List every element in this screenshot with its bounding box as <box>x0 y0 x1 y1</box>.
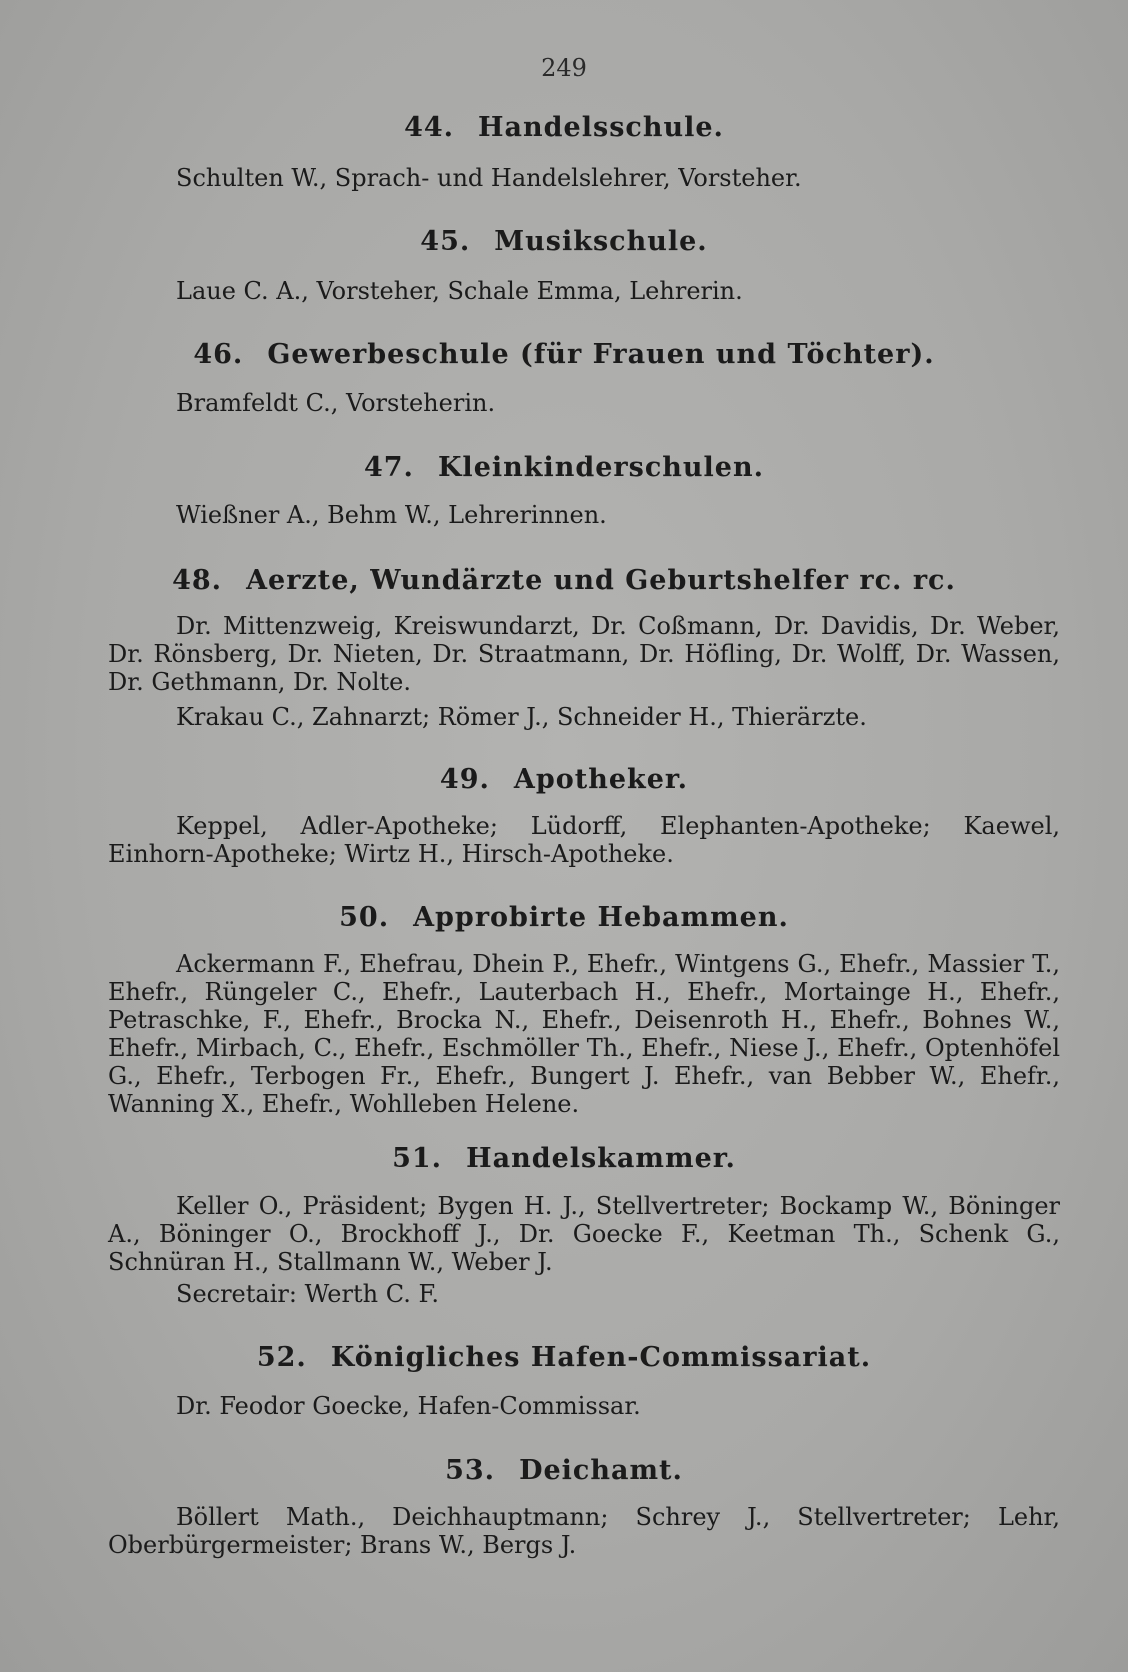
section-title: Königliches Hafen-Commissariat. <box>330 1342 872 1373</box>
section-paragraph: Schulten W., Sprach- und Handelslehrer, Vorsteher. <box>176 164 802 192</box>
section-title: Approbirte Hebammen. <box>413 902 789 933</box>
section-title: Deichamt. <box>519 1455 683 1486</box>
section-number: 44. <box>404 112 455 143</box>
section-paragraph: Dr. Mittenzweig, Kreiswundarzt, Dr. Coßmann, Dr. Davidis, Dr. Weber, Dr. Rönsberg, Dr. Nieten, Dr. Straatmann, Dr. Höfling, Dr. Wolff, Dr. Wassen, Dr. Gethmann, Dr. Nolte. <box>108 612 1060 696</box>
section-paragraph: Böllert Math., Deichhauptmann; Schrey J., Stellvertreter; Lehr, Oberbürgermeister; Brans W., Bergs J. <box>108 1503 1060 1559</box>
section-number: 50. <box>339 902 390 933</box>
section-heading-49 <box>0 764 1128 795</box>
section-number: 46. <box>193 339 244 370</box>
section-paragraph: Laue C. A., Vorsteher, Schale Emma, Lehrerin. <box>176 277 743 305</box>
section-title: Kleinkinderschulen. <box>437 452 765 483</box>
section-title: Aerzte, Wundärzte und Geburtshelfer rc. rc. <box>246 565 956 596</box>
section-number: 49. <box>439 764 490 795</box>
section-heading-50 <box>0 902 1128 933</box>
section-paragraph: Keller O., Präsident; Bygen H. J., Stellvertreter; Bockamp W., Böninger A., Böninger O., Brockhoff J., Dr. Goecke F., Keetman Th., Schenk G., Schnüran H., Stallmann W., Weber J. <box>108 1192 1060 1276</box>
section-paragraph: Dr. Feodor Goecke, Hafen-Commissar. <box>176 1392 641 1420</box>
section-title: Gewerbeschule (für Frauen und Töchter). <box>267 339 935 370</box>
section-number: 52. <box>256 1342 307 1373</box>
section-number: 45. <box>420 226 471 257</box>
section-heading-47 <box>0 452 1128 483</box>
section-heading-46 <box>0 339 1128 370</box>
section-heading-48 <box>0 565 1128 596</box>
section-title: Handelskammer. <box>466 1143 736 1174</box>
section-paragraph: Wießner A., Behm W., Lehrerinnen. <box>176 501 607 529</box>
section-heading-53 <box>0 1455 1128 1486</box>
section-paragraph: Bramfeldt C., Vorsteherin. <box>176 389 496 417</box>
section-paragraph: Secretair: Werth C. F. <box>176 1280 440 1308</box>
section-title: Musikschule. <box>494 226 708 257</box>
section-title: Apotheker. <box>513 764 689 795</box>
section-number: 51. <box>392 1143 443 1174</box>
page-number: 249 <box>541 54 587 82</box>
section-heading-44 <box>0 112 1128 143</box>
section-paragraph: Krakau C., Zahnarzt; Römer J., Schneider H., Thierärzte. <box>176 703 867 731</box>
section-number: 48. <box>172 565 223 596</box>
section-paragraph: Keppel, Adler-Apotheke; Lüdorff, Elephanten-Apotheke; Kaewel, Einhorn-Apotheke; Wirtz H., Hirsch-Apotheke. <box>108 812 1060 868</box>
section-number: 47. <box>363 452 414 483</box>
section-number: 53. <box>445 1455 496 1486</box>
section-paragraph: Ackermann F., Ehefrau, Dhein P., Ehefr., Wintgens G., Ehefr., Massier T., Ehefr., Rüngeler C., Ehefr., Lauterbach H., Ehefr., Mortainge H., Ehefr., Petraschke, F., Ehefr., Brocka N., Ehefr., Deisenroth H., Ehefr., Bohnes W., Ehefr., Mirbach, C., Ehefr., Eschmöller Th., Ehefr., Niese J., Ehefr., Optenhöfel G., Ehefr., Terbogen Fr., Ehefr., Bungert J. Ehefr., van Bebber W., Ehefr., Wanning X., Ehefr., Wohlleben Helene. <box>108 950 1060 1118</box>
section-heading-51 <box>0 1143 1128 1174</box>
section-title: Handelsschule. <box>478 112 724 143</box>
section-heading-52 <box>0 1342 1128 1373</box>
section-heading-45 <box>0 226 1128 257</box>
